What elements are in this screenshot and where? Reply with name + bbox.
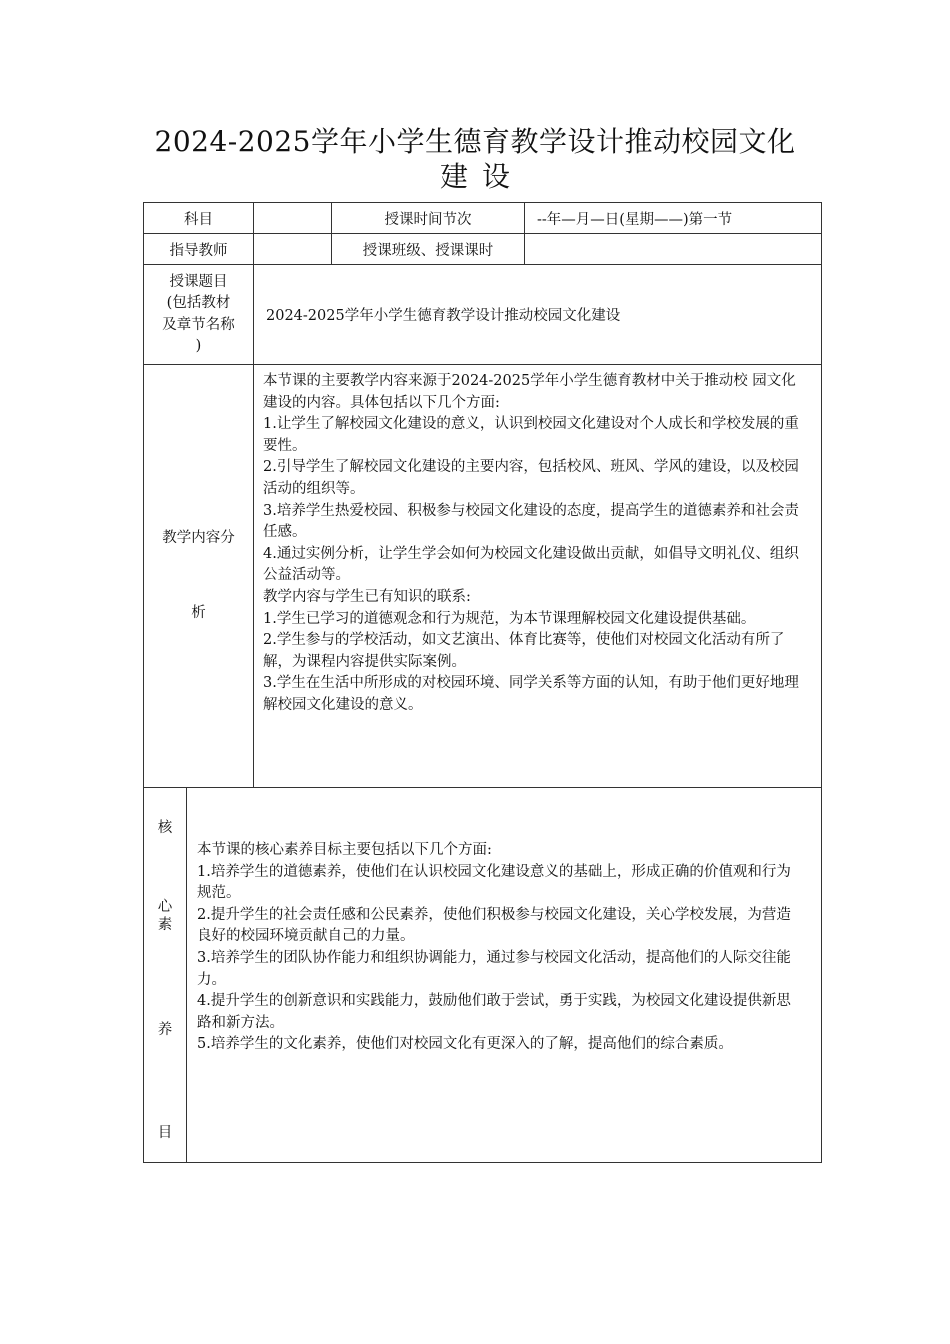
analysis-line: 3.学生在生活中所形成的对校园环境、同学关系等方面的认知，有助于他们更好地理解校园文化建设的意义。 <box>263 675 799 713</box>
analysis-line: 4.通过实例分析，让学生学会如何为校园文化建设做出贡献，如倡导文明礼仪、组织公益活动等。 <box>263 545 799 584</box>
title-line-2: 建设 <box>439 160 524 193</box>
analysis-label-line-1: 教学内容分 <box>162 530 235 546</box>
core-label <box>143 787 187 1163</box>
core-label-char: 核 <box>157 820 173 836</box>
topic-value: 2024-2025学年小学生德育教学设计推动校园文化建设 <box>253 264 822 365</box>
core-line: 2.提升学生的社会责任感和公民素养，使他们积极参与校园文化建设，关心学校发展，为营造良好的校园环境贡献自己的力量。 <box>197 906 791 945</box>
core-label-char: 目 <box>157 1125 173 1141</box>
analysis-line: 本节课的主要教学内容来源于2024-2025学年小学生德育教材中关于推动校 园文化建设的内容。具体包括以下几个方面: <box>263 373 796 411</box>
analysis-line: 1.学生已学习的道德观念和行为规范，为本节课理解校园文化建设提供基础。 <box>263 610 756 627</box>
analysis-label <box>143 364 254 788</box>
analysis-content <box>253 364 822 788</box>
time-label: 授课时间节次 <box>331 202 525 234</box>
core-line: 3.培养学生的团队协作能力和组织协调能力，通过参与校园文化活动，提高他们的人际交往能力。 <box>197 949 791 988</box>
core-content <box>186 787 822 1163</box>
core-label-char: 心 <box>157 899 173 915</box>
core-line: 1.培养学生的道德素养，使他们在认识校园文化建设意义的基础上，形成正确的价值观和行为规范。 <box>197 863 791 902</box>
core-line: 4.提升学生的创新意识和实践能力，鼓励他们敢于尝试，勇于实践，为校园文化建设提供新思路和新方法。 <box>197 993 791 1031</box>
analysis-line: 教学内容与学生已有知识的联系: <box>263 588 471 605</box>
analysis-line: 1.让学生了解校园文化建设的意义，认识到校园文化建设对个人成长和学校发展的重要性。 <box>263 416 799 454</box>
topic-label: 授课题目(包括教材及章节名称 ) <box>143 264 254 365</box>
teacher-label: 指导教师 <box>143 233 254 265</box>
analysis-line: 2.学生参与的学校活动，如文艺演出、体育比赛等，使他们对校园文化活动有所了解，为课程内容提供实际案例。 <box>263 632 785 670</box>
class-value <box>524 233 822 265</box>
time-value: --年—月—日(星期——)第一节 <box>524 202 822 234</box>
analysis-line: 2.引导学生了解校园文化建设的主要内容，包括校风、班风、学风的建设，以及校园活动的组织等。 <box>263 459 799 497</box>
analysis-label-line-2: 析 <box>191 605 206 621</box>
subject-label: 科目 <box>143 202 254 234</box>
core-line: 本节课的核心素养目标主要包括以下几个方面: <box>197 842 492 858</box>
title-line-1: 2024-2025学年小学生德育教学设计推动校园文化 <box>154 125 796 158</box>
teacher-value <box>253 233 332 265</box>
document-title <box>100 124 850 194</box>
core-label-char: 素 <box>157 917 173 933</box>
core-label-char: 养 <box>157 1022 173 1038</box>
class-label: 授课班级、授课课时 <box>331 233 525 265</box>
analysis-line: 3.培养学生热爱校园、积极参与校园文化建设的态度，提高学生的道德素养和社会责任感。 <box>263 502 799 541</box>
core-line: 5.培养学生的文化素养，使他们对校园文化有更深入的了解，提高他们的综合素质。 <box>197 1036 733 1053</box>
subject-value <box>253 202 332 234</box>
